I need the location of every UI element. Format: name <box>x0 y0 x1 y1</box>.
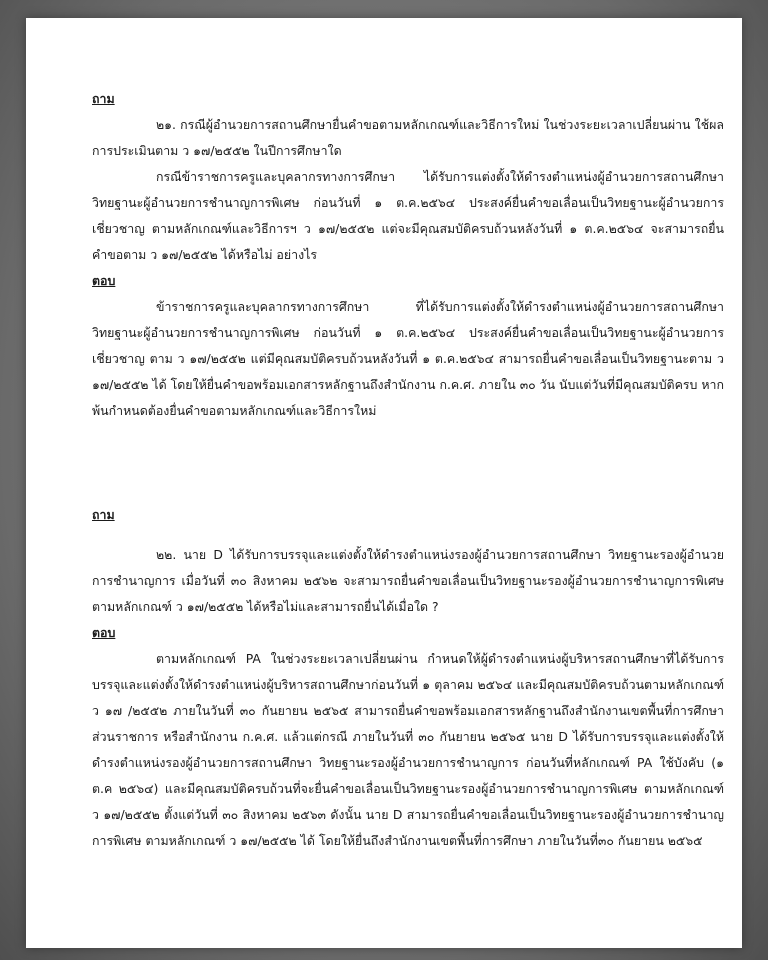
question-22-text: ๒๒. นาย D ได้รับการบรรจุและแต่งตั้งให้ดำรงตำแหน่งรองผู้อำนวยการสถานศึกษา วิทยฐานะรองผู้อำนวยการชำนาญการ เมื่อวันที่ ๓๐ สิงหาคม ๒๕๖๒ จะสามารถยื่นคำขอเลื่อนเป็นวิทยฐานะรองผู้อำนวยการชำนาญการพิเศษ ตามหลักเกณฑ์ ว ๑๗/๒๕๕๒ ได้หรือไม่และสามารถยื่นได้เมื่อใด ? <box>92 547 724 614</box>
answer-label-2: ตอบ <box>92 625 116 640</box>
question-21-detail: กรณีข้าราชการครูและบุคลากรทางการศึกษา ได้รับการแต่งตั้งให้ดำรงตำแหน่งผู้อำนวยการสถานศึกษา วิทยฐานะผู้อำนวยการชำนาญการพิเศษ ก่อนวันที่ ๑ ต.ค.๒๕๖๔ ประสงค์ยื่นคำขอเลื่อนเป็นวิทยฐานะผู้อำนวยการเชี่ยวชาญ ตามหลักเกณฑ์และวิธีการฯ ว ๑๗/๒๕๕๒ แต่จะมีคุณสมบัติครบถ้วนหลังวันที่ ๑ ต.ค.๒๕๖๔ จะสามารถยื่นคำขอตาม ว ๑๗/๒๕๕๒ ได้หรือไม่ อย่างไร <box>92 169 724 262</box>
question-21-text: ๒๑. กรณีผู้อำนวยการสถานศึกษายื่นคำขอตามหลักเกณฑ์และวิธีการใหม่ ในช่วงระยะเวลาเปลี่ยนผ่าน ใช้ผลการประเมินตาม ว ๑๗/๒๕๕๒ ในปีการศึกษาใด <box>92 117 724 158</box>
answer-21-text: ข้าราชการครูและบุคลากรทางการศึกษา ที่ได้รับการแต่งตั้งให้ดำรงตำแหน่งผู้อำนวยการสถานศึกษา วิทยฐานะผู้อำนวยการชำนาญการพิเศษ ก่อนวันที่ ๑ ต.ค.๒๕๖๔ ประสงค์ยื่นคำขอเลื่อนเป็นวิทยฐานะผู้อำนวยการเชี่ยวชาญ ตาม ว ๑๗/๒๕๕๒ แต่มีคุณสมบัติครบถ้วนหลังวันที่ ๑ ต.ค.๒๕๖๔ สามารถยื่นคำขอเลื่อนเป็นวิทยฐานะตาม ว ๑๗/๒๕๕๒ ได้ โดยให้ยื่นคำขอพร้อมเอกสารหลักฐานถึงสำนักงาน ก.ค.ศ. ภายใน ๓๐ วัน นับแต่วันที่มีคุณสมบัติครบ หากพ้นกำหนดต้องยื่นคำขอตามหลักเกณฑ์และวิธีการใหม่ <box>92 299 724 418</box>
answer-22-text: ตามหลักเกณฑ์ PA ในช่วงระยะเวลาเปลี่ยนผ่าน กำหนดให้ผู้ดำรงตำแหน่งผู้บริหารสถานศึกษาที่ได้รับการบรรจุและแต่งตั้งให้ดำรงตำแหน่งผู้บริหารสถานศึกษาก่อนวันที่ ๑ ตุลาคม ๒๕๖๔ และมีคุณสมบัติครบถ้วนตามหลักเกณฑ์ ว ๑๗ /๒๕๕๒ ภายในวันที่ ๓๐ กันยายน ๒๕๖๕ สามารถยื่นคำขอพร้อมเอกสารหลักฐานถึงสำนักงานเขตพื้นที่การศึกษา ส่วนราชการ หรือสำนักงาน ก.ค.ศ. แล้วแต่กรณี ภายในวันที่ ๓๐ กันยายน ๒๕๖๕ นาย D ได้รับการบรรจุและแต่งตั้งให้ดำรงตำแหน่งรองผู้อำนวยการสถานศึกษา วิทยฐานะรองผู้อำนวยการชำนาญการ ก่อนวันที่หลักเกณฑ์ PA ใช้บังคับ (๑ ต.ค ๒๕๖๔) และมีคุณสมบัติครบถ้วนที่จะยื่นคำขอเลื่อนเป็นวิทยฐานะรองผู้อำนวยการชำนาญการพิเศษ ตามหลักเกณฑ์ ว ๑๗/๒๕๕๒ ตั้งแต่วันที่ ๓๐ สิงหาคม ๒๕๖๓ ดังนั้น นาย D สามารถยื่นคำขอเลื่อนเป็นวิทยฐานะรองผู้อำนวยการชำนาญการพิเศษ ตามหลักเกณฑ์ ว ๑๗/๒๕๕๒ ได้ โดยให้ยื่นถึงสำนักงานเขตพื้นที่การศึกษา ภายในวันที่๓๐ กันยายน ๒๕๖๕ <box>92 651 724 848</box>
section-gap <box>92 424 724 502</box>
question-label-2: ถาม <box>92 507 115 522</box>
document-page <box>26 18 742 948</box>
answer-label-1: ตอบ <box>92 273 116 288</box>
document-body <box>92 86 724 854</box>
question-label-1: ถาม <box>92 91 115 106</box>
